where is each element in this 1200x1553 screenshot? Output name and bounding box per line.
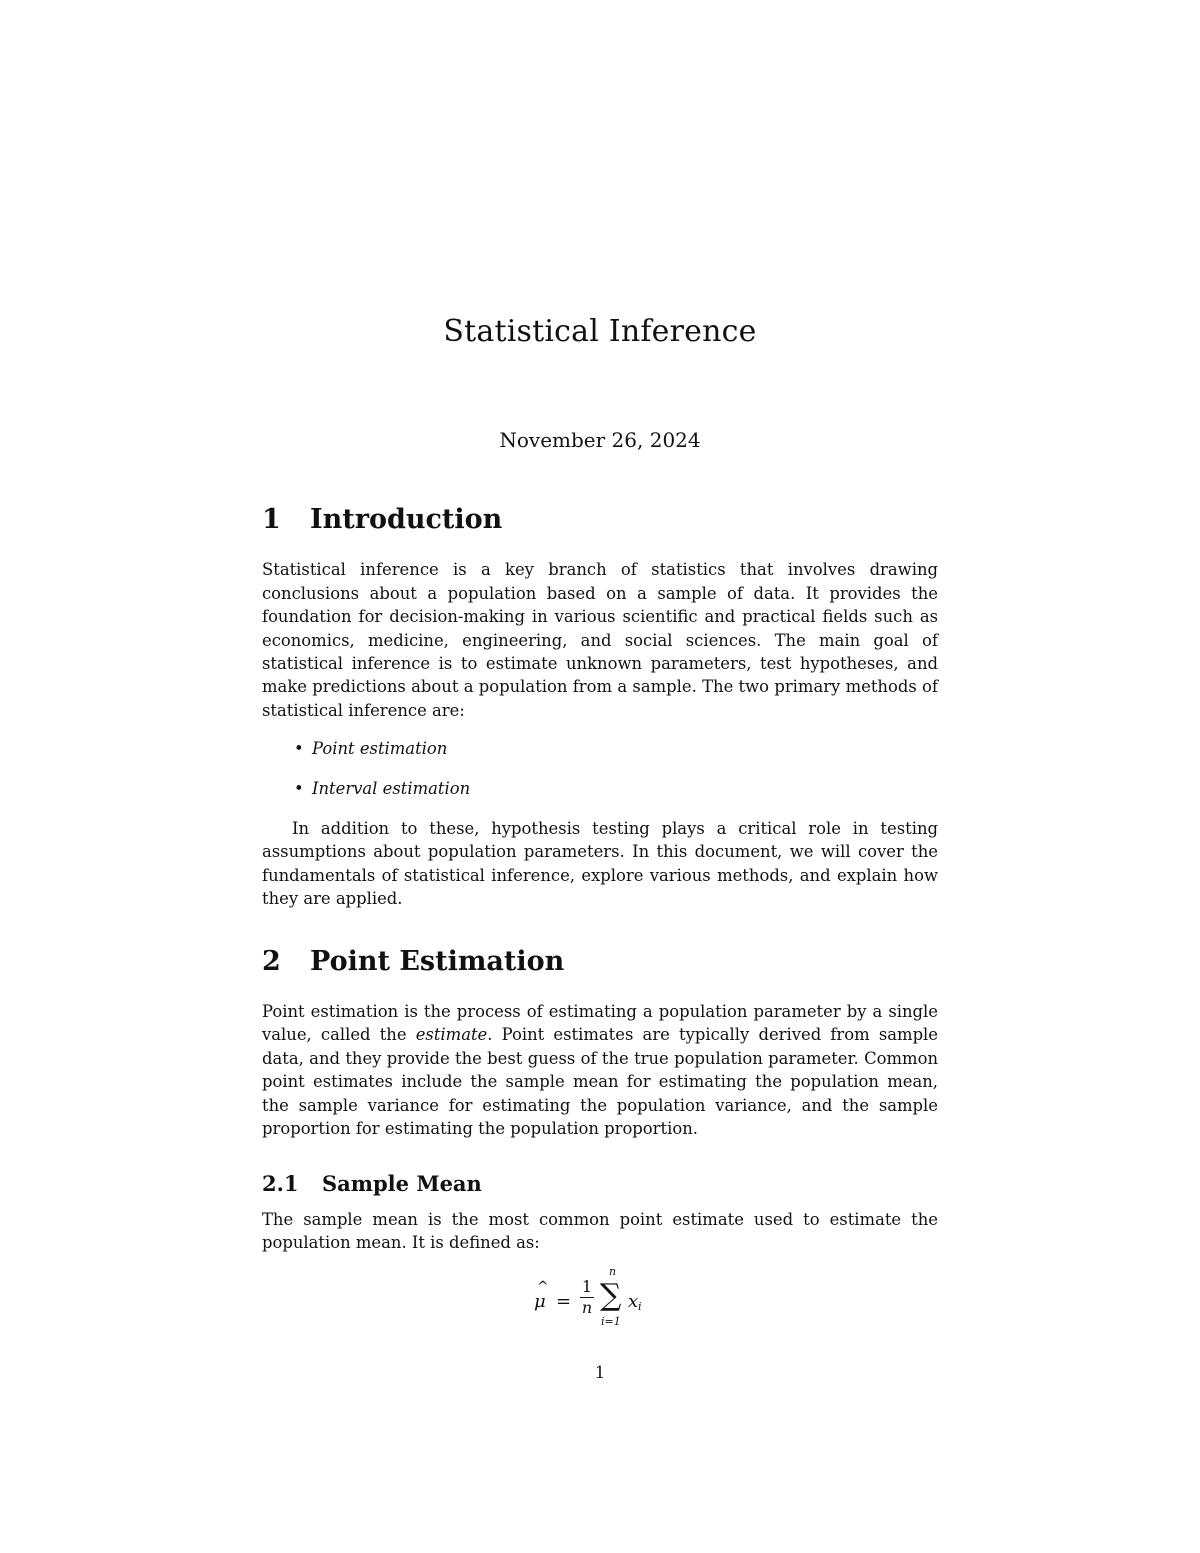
bullet-icon: •: [294, 778, 304, 798]
intro-paragraph-1: Statistical inference is a key branch of statistics that involves drawing conclusions about a population based on a sample of data. It provides the foundation for decision-making in various scientific and practical fields such as economics, medicine, engineering, and social sciences. The main goal of statistical inference is to estimate unknown parameters, test hypotheses, and make predictions about a population from a sample. The two primary methods of statistical inference are:: [262, 560, 938, 720]
fraction-denominator: n: [581, 1297, 593, 1317]
intro-paragraph-2: In addition to these, hypothesis testing plays a critical role in testing assumptions about population parameters. In this document, we will cover the fundamentals of statistical inference, explore various methods, and explain how they are applied.: [262, 819, 938, 909]
document-body: [262, 504, 938, 1339]
sum-upper-limit: n: [609, 1264, 617, 1278]
equation-fraction: [580, 1278, 594, 1317]
equation-term: x: [628, 1290, 639, 1312]
sum-lower-limit: i=1: [601, 1314, 621, 1328]
section-title: Introduction: [310, 504, 503, 535]
list-item-label: Interval estimation: [312, 778, 471, 798]
section-title: Point Estimation: [310, 945, 565, 977]
point-estimation-paragraph: [262, 1000, 938, 1140]
sample-mean-equation: [262, 1264, 938, 1339]
paragraph-text: . Point estimates are typically derived from sample data, and they provide the best guess of the true population parameter. Common point estimates include the sample mean for estimating the population mean, the sample variance for estimating the population variance, and the sample proportion for estimating the population proportion.: [262, 1025, 938, 1139]
emphasized-term: estimate: [415, 1025, 488, 1045]
section-number: 2: [262, 945, 281, 977]
page-title: Statistical Inference: [443, 314, 757, 349]
equation-equals: =: [556, 1290, 572, 1312]
equation-hat: ^: [537, 1278, 549, 1295]
equation-term-subscript: i: [638, 1299, 642, 1313]
document-date: November 26, 2024: [499, 428, 701, 452]
bullet-icon: •: [294, 739, 304, 759]
list-item: [262, 777, 938, 800]
subsection-heading-sample-mean: [262, 1171, 938, 1196]
page-number: 1: [594, 1363, 606, 1382]
list-item-label: Point estimation: [312, 739, 448, 759]
fraction-numerator: 1: [581, 1276, 593, 1296]
sum-symbol: ∑: [600, 1277, 622, 1313]
section-heading-introduction: [262, 504, 938, 536]
subsection-title: Sample Mean: [322, 1170, 482, 1196]
equation-mu: μ: [534, 1290, 546, 1312]
list-item: [262, 737, 938, 760]
section-heading-point-estimation: [262, 946, 938, 978]
sample-mean-paragraph: The sample mean is the most common point estimate used to estimate the population mean. It is defined as:: [262, 1209, 938, 1253]
paragraph-text: Point estimation is the process of estimating a population parameter by a single value, called the: [262, 1002, 938, 1045]
section-number: 1: [262, 504, 281, 535]
subsection-number: 2.1: [262, 1170, 299, 1196]
methods-list: [262, 737, 938, 800]
